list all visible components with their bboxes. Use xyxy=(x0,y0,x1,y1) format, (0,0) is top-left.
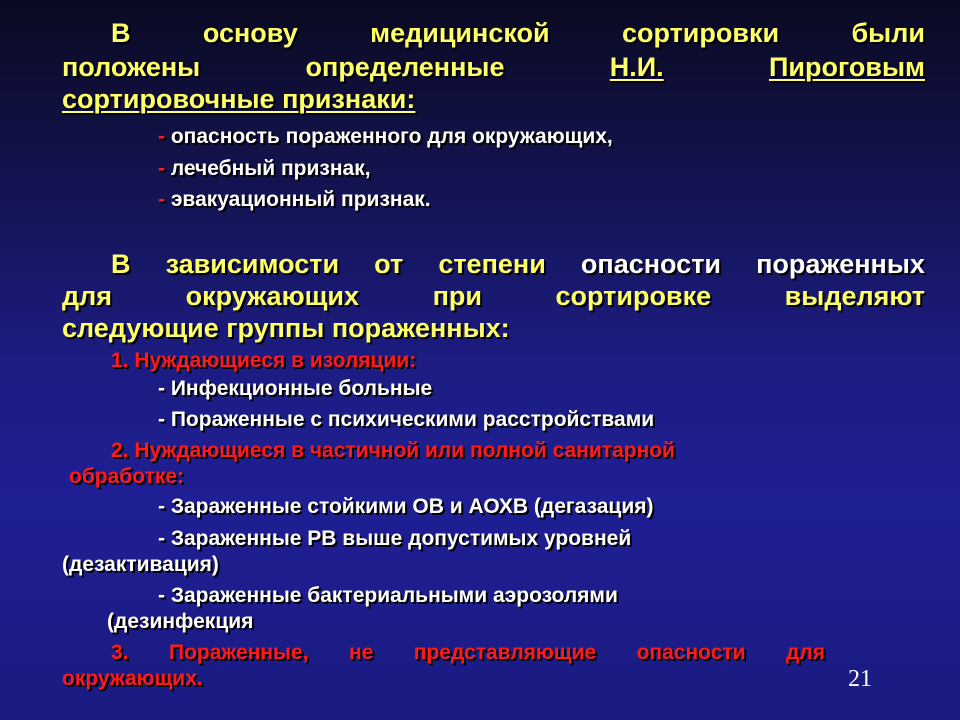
criterion-item xyxy=(158,189,431,210)
group-2-item-continuation: (дезинфекция xyxy=(107,610,254,633)
criterion-dash: - xyxy=(158,188,165,211)
intro-line-2 xyxy=(62,54,925,81)
group-3-line-1 xyxy=(111,642,825,663)
criterion-text: лечебный признак, xyxy=(165,157,371,180)
criterion-dash: - xyxy=(158,125,165,148)
intro-word: сортировки xyxy=(621,18,780,48)
intro-word-underlined: Пироговым xyxy=(768,52,925,82)
group-3-word: 3. xyxy=(111,641,129,664)
criterion-item xyxy=(158,126,613,147)
group-2-item: - Зараженные РВ выше допустимых уровней xyxy=(158,527,632,550)
intro-word: положены xyxy=(62,52,201,82)
criterion-dash: - xyxy=(158,157,165,180)
group-2-heading-line-1: 2. Нуждающиеся в частичной или полной санитарной xyxy=(111,439,676,462)
page-number: 21 xyxy=(848,666,872,692)
group-3-word: представляющие xyxy=(413,641,597,664)
groups-intro-word: при xyxy=(432,281,482,311)
groups-intro-word: выделяют xyxy=(784,281,925,311)
intro-line-1 xyxy=(111,20,925,47)
groups-intro-word: для xyxy=(62,281,113,311)
intro-word: определенные xyxy=(305,52,505,82)
group-1-heading: 1. Нуждающиеся в изоляции: xyxy=(111,349,417,372)
groups-intro-line-3: следующие группы пораженных: xyxy=(62,313,510,343)
groups-intro-word: от xyxy=(374,249,404,279)
group-3-word: для xyxy=(786,641,825,664)
group-2-item-continuation: (дезактивация) xyxy=(62,553,219,576)
criterion-text: эвакуационный признак. xyxy=(165,188,431,211)
group-3-word: не xyxy=(348,641,374,664)
group-1-item: - Инфекционные больные xyxy=(158,377,433,400)
criterion-text: опасность пораженного для окружающих, xyxy=(165,125,613,148)
group-2-item: - Зараженные стойкими ОВ и АОХВ (дегазация) xyxy=(158,495,654,518)
groups-intro-word-white: опасности xyxy=(580,249,722,279)
group-3-word: опасности xyxy=(636,641,746,664)
groups-intro-word: степени xyxy=(438,249,546,279)
intro-word: были xyxy=(851,18,925,48)
intro-word-underlined: Н.И. xyxy=(609,52,664,82)
intro-word: основу xyxy=(202,18,298,48)
group-2-item: - Зараженные бактериальными аэрозолями xyxy=(158,584,618,607)
groups-intro-word: окружающих xyxy=(185,281,360,311)
groups-intro-word: В xyxy=(111,249,131,279)
groups-intro-line-1 xyxy=(111,251,925,278)
intro-word: медицинской xyxy=(370,18,550,48)
groups-intro-word: зависимости xyxy=(165,249,340,279)
group-3-line-2: окружающих. xyxy=(62,667,203,690)
intro-line-3: сортировочные признаки: xyxy=(62,84,416,114)
group-3-word: Пораженные, xyxy=(168,641,309,664)
criterion-item xyxy=(158,158,371,179)
group-1-item: - Пораженные с психическими расстройствами xyxy=(158,408,655,431)
group-2-heading-line-2: обработке: xyxy=(69,465,185,488)
intro-word: В xyxy=(111,18,131,48)
groups-intro-line-2 xyxy=(62,283,925,310)
groups-intro-word-white: пораженных xyxy=(756,249,925,279)
groups-intro-word: сортировке xyxy=(555,281,712,311)
